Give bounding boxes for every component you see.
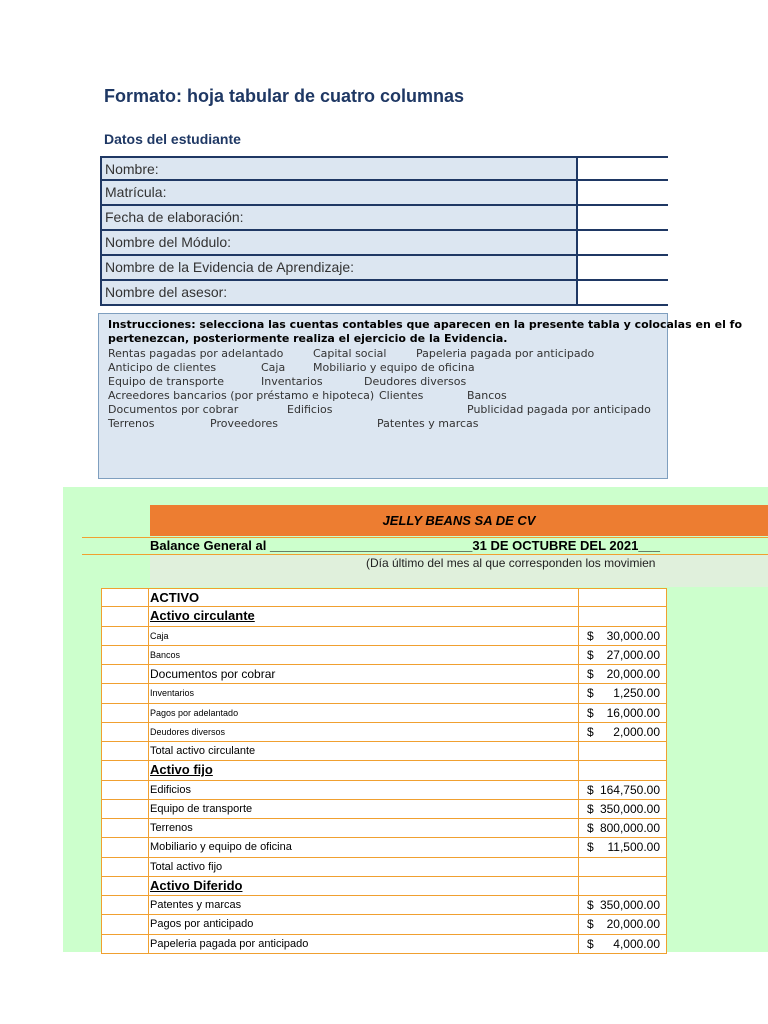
row-label: Documentos por cobrar: [149, 665, 579, 683]
amount: 800,000.00: [599, 821, 660, 835]
table-row: [101, 588, 667, 607]
account-item: Inventarios: [261, 375, 323, 388]
module-field[interactable]: [578, 231, 668, 254]
account-item: Patentes y marcas: [377, 417, 479, 430]
section-title-student: Datos del estudiante: [104, 131, 241, 147]
name-field[interactable]: [578, 158, 668, 179]
currency-symbol: $: [587, 705, 594, 720]
amount: 350,000.00: [599, 801, 660, 816]
table-row: [101, 781, 667, 800]
currency-symbol: $: [587, 647, 594, 662]
table-row: [101, 915, 667, 934]
date-field[interactable]: [578, 206, 668, 229]
student-row-name: [100, 156, 668, 181]
field-label: Fecha de elaboración:: [100, 206, 578, 229]
row-value[interactable]: [579, 589, 667, 606]
currency-symbol: $: [587, 898, 594, 912]
amount: 11,500.00: [607, 840, 660, 855]
table-row: [101, 742, 667, 761]
row-label: Total activo circulante: [149, 742, 579, 760]
row-value[interactable]: [579, 935, 667, 953]
table-row: [101, 800, 667, 819]
matricula-field[interactable]: [578, 181, 668, 204]
advisor-field[interactable]: [578, 281, 668, 304]
row-value[interactable]: [579, 665, 667, 683]
row-value[interactable]: [579, 646, 667, 664]
row-label: Bancos: [149, 646, 579, 664]
account-item: Mobiliario y equipo de oficina: [313, 361, 475, 374]
row-label: ACTIVO: [149, 589, 579, 606]
instructions-text: [108, 318, 743, 346]
student-row-advisor: [100, 281, 668, 306]
row-value[interactable]: [579, 896, 667, 914]
row-value[interactable]: [579, 800, 667, 818]
account-item: Papeleria pagada por anticipado: [416, 347, 595, 360]
table-row: [101, 877, 667, 896]
table-row: [101, 627, 667, 646]
student-row-matricula: [100, 181, 668, 206]
table-row: [101, 838, 667, 857]
field-label: Nombre del asesor:: [100, 281, 578, 304]
currency-symbol: $: [587, 917, 594, 932]
row-value[interactable]: [579, 819, 667, 837]
row-value[interactable]: [579, 877, 667, 895]
account-item: Caja: [261, 361, 286, 374]
table-row: [101, 646, 667, 665]
table-row: [101, 896, 667, 915]
page-title: Formato: hoja tabular de cuatro columnas: [104, 86, 465, 106]
student-row-evidence: [100, 256, 668, 281]
row-value[interactable]: [579, 858, 667, 876]
instructions-line: Instrucciones: selecciona las cuentas contables que aparecen en la presente tabla y colocalas en el fo: [108, 318, 743, 331]
amount: 1,250.00: [613, 686, 660, 701]
row-value[interactable]: [579, 684, 667, 702]
amount: 350,000.00: [599, 898, 660, 912]
evidence-field[interactable]: [578, 256, 668, 279]
currency-symbol: $: [587, 782, 594, 797]
account-item: Acreedores bancarios (por préstamo e hipoteca): [108, 389, 375, 402]
amount: 30,000.00: [606, 628, 660, 643]
table-row: [101, 935, 667, 954]
account-item: Edificios: [287, 403, 333, 416]
account-item: Terrenos: [108, 417, 155, 430]
student-row-module: [100, 231, 668, 256]
account-item: Proveedores: [210, 417, 278, 430]
table-row: [101, 704, 667, 723]
account-item: Clientes: [379, 389, 424, 402]
student-data-table: [100, 156, 668, 306]
row-label: Papeleria pagada por anticipado: [149, 935, 579, 953]
row-value[interactable]: [579, 723, 667, 741]
company-name: JELLY BEANS SA DE CV: [150, 505, 768, 536]
currency-symbol: $: [587, 724, 594, 739]
instructions-line: pertenezcan, posteriormente realiza el ejercicio de la Evidencia.: [108, 332, 508, 345]
row-label: Activo fijo: [149, 761, 579, 779]
amount: 20,000.00: [606, 917, 660, 932]
account-item: Publicidad pagada por anticipado: [467, 403, 651, 416]
table-row: [101, 819, 667, 838]
row-label: Activo Diferido: [149, 877, 579, 895]
balance-table: [101, 588, 667, 954]
table-row: [101, 761, 667, 780]
instructions-box: [98, 313, 743, 479]
table-row: [101, 684, 667, 703]
amount: 27,000.00: [606, 647, 660, 662]
field-label: Nombre de la Evidencia de Aprendizaje:: [100, 256, 578, 279]
field-label: Nombre:: [100, 158, 578, 179]
field-label: Nombre del Módulo:: [100, 231, 578, 254]
row-value[interactable]: [579, 607, 667, 625]
row-label: Deudores diversos: [149, 723, 579, 741]
amount: 16,000.00: [606, 705, 660, 720]
table-row: [101, 858, 667, 877]
row-label: Pagos por adelantado: [149, 704, 579, 722]
amount: 164,750.00: [599, 782, 660, 797]
row-value[interactable]: [579, 781, 667, 799]
amount: 20,000.00: [606, 667, 660, 681]
row-label: Caja: [149, 627, 579, 645]
student-row-date: [100, 206, 668, 231]
row-label: Mobiliario y equipo de oficina: [149, 838, 579, 856]
row-label: Inventarios: [149, 684, 579, 702]
row-label: Equipo de transporte: [149, 800, 579, 818]
row-value[interactable]: [579, 704, 667, 722]
row-label: Activo circulante: [149, 607, 579, 625]
table-row: [101, 723, 667, 742]
account-item: Bancos: [467, 389, 507, 402]
row-label: Pagos por anticipado: [149, 915, 579, 933]
date-note: (Día último del mes al que corresponden los movimien: [366, 556, 656, 570]
row-label: Edificios: [149, 781, 579, 799]
currency-symbol: $: [587, 686, 594, 701]
row-label: Patentes y marcas: [149, 896, 579, 914]
currency-symbol: $: [587, 628, 594, 643]
account-item: Rentas pagadas por adelantado: [108, 347, 284, 360]
account-item: Equipo de transporte: [108, 375, 225, 388]
amount: 4,000.00: [613, 936, 660, 951]
currency-symbol: $: [587, 667, 594, 681]
row-label: Total activo fijo: [149, 858, 579, 876]
row-value[interactable]: [579, 915, 667, 933]
currency-symbol: $: [587, 840, 594, 855]
field-label: Matrícula:: [100, 181, 578, 204]
amount: 2,000.00: [613, 724, 660, 739]
row-value[interactable]: [579, 742, 667, 760]
currency-symbol: $: [587, 821, 594, 835]
divider: [82, 554, 768, 555]
row-value[interactable]: [579, 627, 667, 645]
account-item: Deudores diversos: [364, 375, 467, 388]
row-value[interactable]: [579, 838, 667, 856]
account-item: Anticipo de clientes: [108, 361, 217, 374]
currency-symbol: $: [587, 801, 594, 816]
account-item: Documentos por cobrar: [108, 403, 239, 416]
currency-symbol: $: [587, 936, 594, 951]
account-item: Capital social: [313, 347, 387, 360]
balance-title: Balance General al ____________________________31 DE OCTUBRE DEL 2021___: [150, 538, 661, 553]
row-label: Terrenos: [149, 819, 579, 837]
table-row: [101, 665, 667, 684]
row-value[interactable]: [579, 761, 667, 779]
table-row: [101, 607, 667, 626]
